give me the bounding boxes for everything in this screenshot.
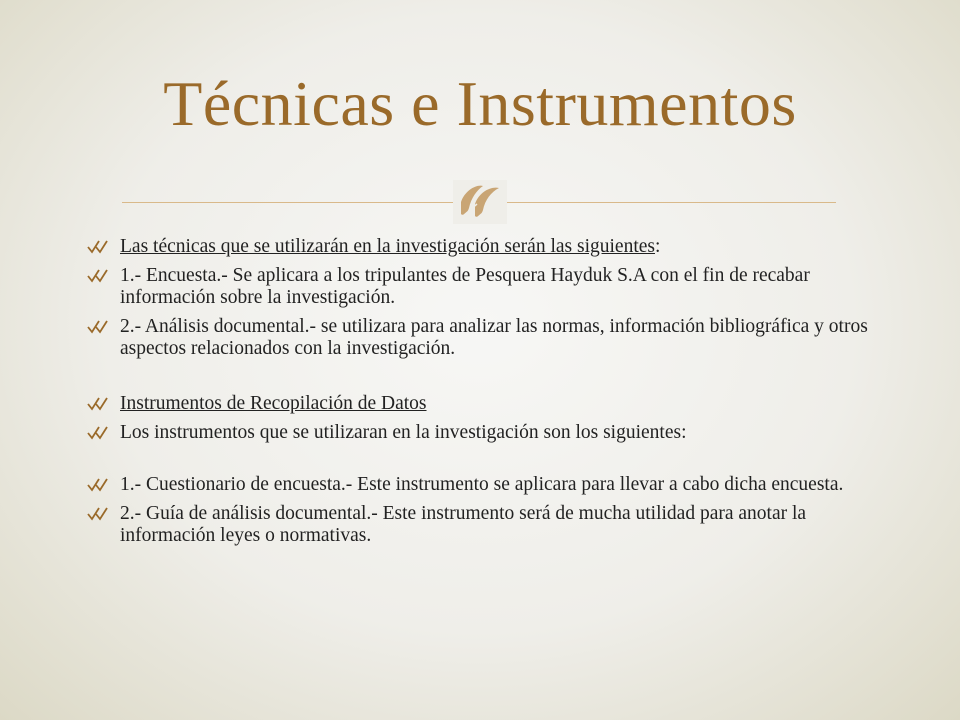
technique-document-analysis-text: 2.- Análisis documental.- se utilizara para analizar las normas, información bibliográfica y otros aspectos relacionados con la investigación. — [120, 316, 868, 359]
list-item — [86, 503, 876, 547]
double-check-arrow-icon — [86, 505, 112, 523]
techniques-heading-suffix: : — [654, 236, 661, 257]
list-item — [86, 236, 876, 258]
instruments-intro-text: Los instrumentos que se utilizaran en la investigación son los siguientes: — [120, 422, 687, 443]
double-check-arrow-icon — [86, 318, 112, 336]
instruments-heading: Instrumentos de Recopilación de Datos — [120, 393, 427, 414]
slide-title: Técnicas e Instrumentos — [163, 68, 797, 139]
double-check-arrow-icon — [86, 424, 112, 442]
double-check-arrow-icon — [86, 476, 112, 494]
double-check-arrow-icon — [86, 238, 112, 256]
instrument-questionnaire-text: 1.- Cuestionario de encuesta.- Este instrumento se aplicara para llevar a cabo dicha encuesta. — [120, 474, 844, 495]
instrument-analysis-guide-text: 2.- Guía de análisis documental.- Este instrumento será de mucha utilidad para anotar la información leyes o normativas. — [120, 503, 807, 546]
bullet-list — [86, 236, 876, 554]
list-item — [86, 474, 876, 496]
techniques-heading: Las técnicas que se utilizarán en la investigación serán las siguientes — [120, 236, 655, 257]
double-check-arrow-icon — [86, 395, 112, 413]
list-item — [86, 265, 876, 309]
double-check-arrow-icon — [86, 267, 112, 285]
list-item — [86, 316, 876, 360]
list-item — [86, 422, 876, 444]
double-quill-ornament-icon — [453, 180, 507, 224]
technique-survey-text: 1.- Encuesta.- Se aplicara a los tripulantes de Pesquera Hayduk S.A con el fin de recabar información sobre la investigación. — [120, 265, 810, 308]
list-item — [86, 393, 876, 415]
